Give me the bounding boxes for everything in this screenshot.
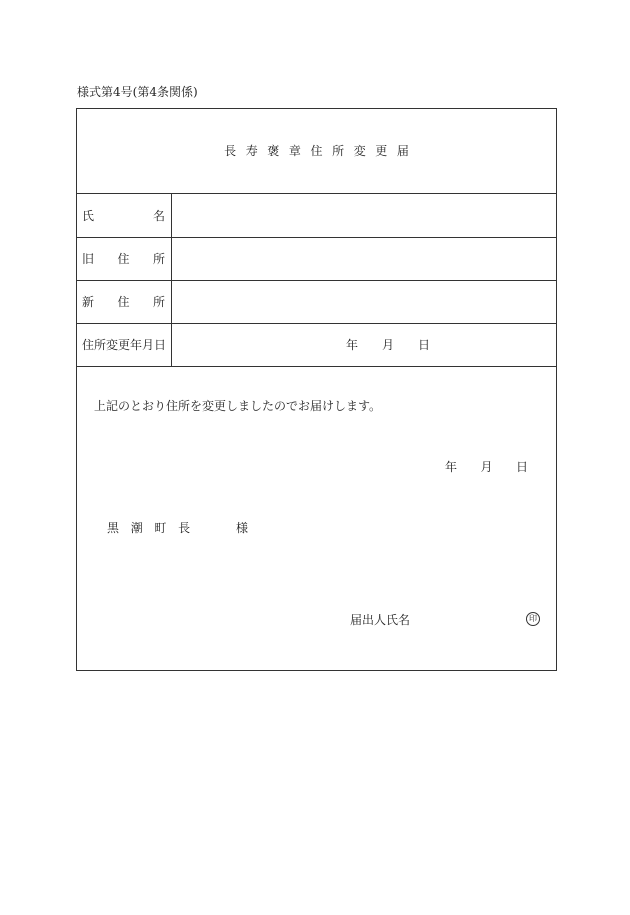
field-row-change-date [77,323,556,366]
field-label-name: 氏名 [82,208,225,223]
applicant-name-label: 届出人氏名 [350,613,411,627]
change-date-field[interactable] [172,324,556,366]
field-label-cell-change-date [77,324,172,366]
new-address-field[interactable] [172,281,556,323]
old-address-field[interactable] [172,238,556,280]
field-row-old-address [77,237,556,280]
form-box [76,108,557,671]
statement-area [77,366,556,670]
addressee: 黒潮町長 [107,521,202,535]
field-row-new-address [77,280,556,323]
field-label-new-address: 新住所 [82,295,189,309]
field-row-name [77,193,556,237]
title-row [77,109,556,193]
seal-mark: 印 [526,612,540,626]
field-label-change-date: 住所変更年月日 [82,338,167,352]
addressee-honorific: 様 [236,521,249,535]
field-label-cell-name [77,194,225,237]
submission-date-units: 年月日 [445,460,552,474]
change-date-units: 年月日 [346,338,455,352]
statement-text: 上記のとおり住所を変更しましたのでお届けします。 [94,399,382,413]
field-label-cell-new-address [77,281,189,323]
field-label-old-address: 旧住所 [82,252,189,266]
name-field[interactable] [172,194,556,237]
field-label-cell-old-address [77,238,189,280]
form-title: 長寿褒章住所変更届 [224,144,419,158]
form-number: 様式第4号(第4条関係) [77,85,198,99]
